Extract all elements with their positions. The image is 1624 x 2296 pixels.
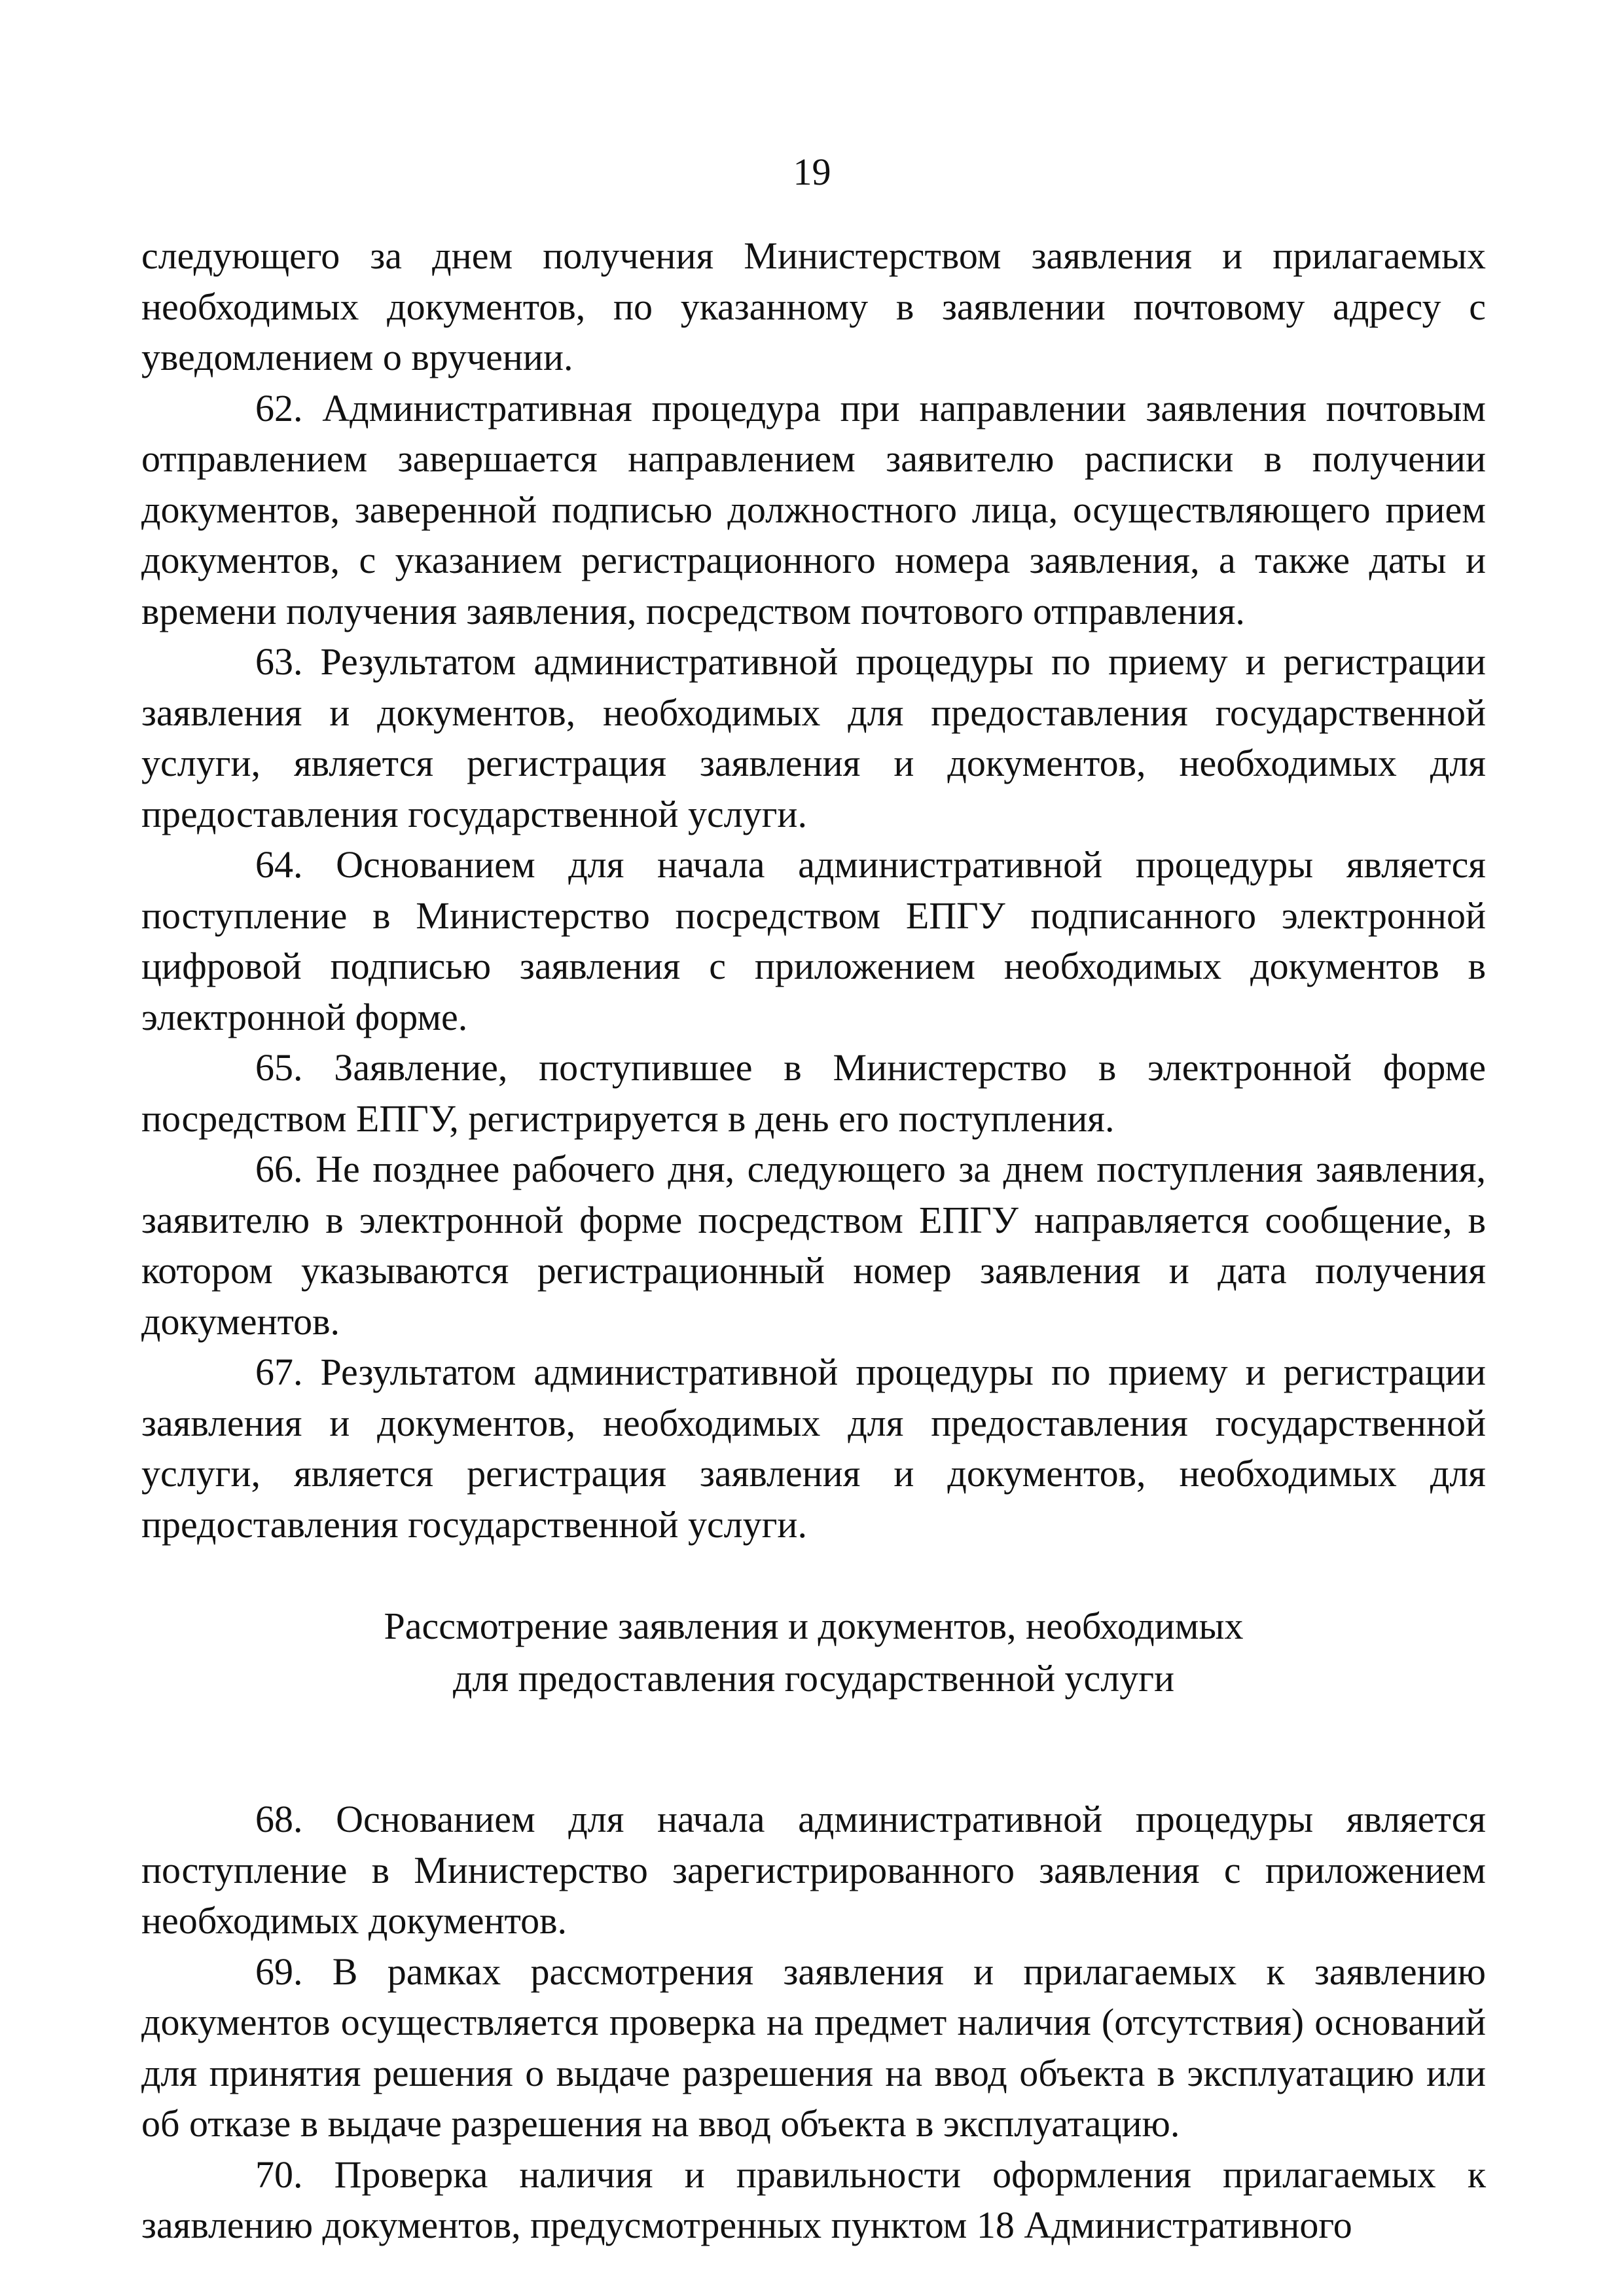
document-body xyxy=(141,230,1486,2251)
section-heading-line-2: для предоставления государственной услуги xyxy=(452,1657,1175,1700)
paragraph-64: 64. Основанием для начала административной процедуры является поступление в Министерство посредством ЕПГУ подписанного электронной цифровой подписью заявления с приложением необходимых документов в электронной форме. xyxy=(141,843,1486,1038)
paragraph-68: 68. Основанием для начала административной процедуры является поступление в Министерство зарегистрированного заявления с приложением необходимых документов. xyxy=(141,1798,1486,1942)
paragraph-70: 70. Проверка наличия и правильности оформления прилагаемых к заявлению документов, предусмотренных пунктом 18 Административного xyxy=(141,2153,1486,2246)
paragraph-69: 69. В рамках рассмотрения заявления и прилагаемых к заявлению документов осуществляется проверка на предмет наличия (отсутствия) оснований для принятия решения о выдаче разрешения на ввод объекта в эксплуатацию или об отказе в выдаче разрешения на ввод объекта в эксплуатацию. xyxy=(141,1950,1486,2145)
section-heading xyxy=(141,1600,1486,1705)
paragraph-62: 62. Административная процедура при направлении заявления почтовым отправлением завершается направлением заявителю расписки в получении документов, заверенной подписью должностного лица, осуществляющего прием документов, с указанием регистрационного номера заявления, а также даты и времени получения заявления, посредством почтового отправления. xyxy=(141,386,1486,632)
paragraph-67: 67. Результатом административной процедуры по приему и регистрации заявления и документов, необходимых для предоставления государственной услуги, является регистрация заявления и документов, необходимых для предоставления государственной услуги. xyxy=(141,1351,1486,1546)
paragraph-66: 66. Не позднее рабочего дня, следующего за днем поступления заявления, заявителю в электронной форме посредством ЕПГУ направляется сообщение, в котором указываются регистрационный номер заявления и дата получения документов. xyxy=(141,1148,1486,1343)
page-number: 19 xyxy=(793,151,831,193)
section-heading-line-1: Рассмотрение заявления и документов, необходимых xyxy=(384,1605,1244,1647)
paragraph-65: 65. Заявление, поступившее в Министерство в электронной форме посредством ЕПГУ, регистрируется в день его поступления. xyxy=(141,1046,1486,1140)
paragraph-continuation: следующего за днем получения Министерством заявления и прилагаемых необходимых документов, по указанному в заявлении почтовому адресу с уведомлением о вручении. xyxy=(141,234,1486,378)
paragraph-63: 63. Результатом административной процедуры по приему и регистрации заявления и документов, необходимых для предоставления государственной услуги, является регистрация заявления и документов, необходимых для предоставления государственной услуги. xyxy=(141,640,1486,835)
